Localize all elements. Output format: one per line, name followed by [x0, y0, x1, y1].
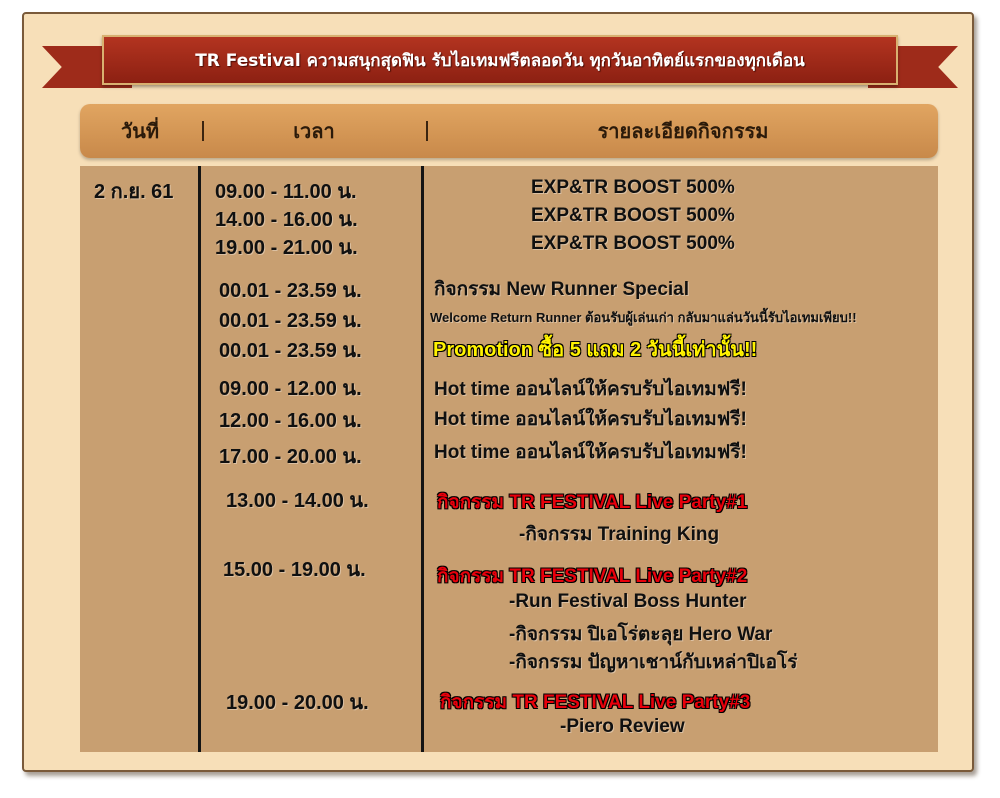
activity-detail: Welcome Return Runner ต้อนรับผู้เล่นเก่า กลับมาแล่นวันนี้รับไอเทมเพียบ!!	[430, 310, 857, 325]
header-time: เวลา	[293, 119, 335, 143]
activity-detail: -กิจกรรม ปัญหาเชาน์กับเหล่าปิเอโร่	[509, 652, 798, 673]
header-date: วันที่	[120, 119, 160, 143]
activity-detail: กิจกรรม New Runner Special	[434, 279, 690, 300]
activity-detail: Hot time ออนไลน์ให้ครบรับไอเทมฟรี!	[434, 442, 747, 463]
banner-title: TR Festival ความสนุกสุดฟิน รับไอเทมฟรีตลอดวัน ทุกวันอาทิตย์แรกของทุกเดือน	[195, 50, 805, 71]
activity-detail: -กิจกรรม Training King	[519, 524, 720, 545]
table-header	[80, 104, 938, 158]
live-party-title: กิจกรรม TR FESTIVAL Live Party#2	[437, 566, 748, 587]
header-details: รายละเอียดกิจกรรม	[597, 119, 769, 143]
time-slot: 00.01 - 23.59 น.	[219, 280, 362, 302]
activity-detail: EXP&TR BOOST 500%	[531, 205, 735, 226]
activity-detail: -Piero Review	[560, 716, 685, 737]
activity-detail: Hot time ออนไลน์ให้ครบรับไอเทมฟรี!	[434, 379, 747, 400]
column-divider	[421, 166, 424, 752]
time-slot: 00.01 - 23.59 น.	[219, 340, 362, 362]
time-slot: 09.00 - 12.00 น.	[219, 378, 362, 400]
time-slot: 14.00 - 16.00 น.	[215, 209, 358, 231]
event-date: 2 ก.ย. 61	[94, 181, 174, 203]
time-slot: 19.00 - 20.00 น.	[226, 692, 369, 714]
time-slot: 00.01 - 23.59 น.	[219, 310, 362, 332]
time-slot: 12.00 - 16.00 น.	[219, 410, 362, 432]
time-slot: 09.00 - 11.00 น.	[215, 181, 357, 203]
activity-detail: EXP&TR BOOST 500%	[531, 233, 735, 254]
time-slot: 13.00 - 14.00 น.	[226, 490, 369, 512]
activity-detail: -กิจกรรม ปิเอโร่ตะลุย Hero War	[509, 624, 773, 645]
live-party-title: กิจกรรม TR FESTIVAL Live Party#1	[437, 492, 748, 513]
activity-detail: EXP&TR BOOST 500%	[531, 177, 735, 198]
time-slot: 19.00 - 21.00 น.	[215, 237, 358, 259]
ribbon-center	[102, 35, 898, 85]
time-slot: 17.00 - 20.00 น.	[219, 446, 362, 468]
activity-detail: -Run Festival Boss Hunter	[509, 591, 747, 612]
time-slot: 15.00 - 19.00 น.	[223, 559, 366, 581]
activity-detail: Hot time ออนไลน์ให้ครบรับไอเทมฟรี!	[434, 409, 747, 430]
title-banner	[42, 32, 958, 102]
promotion-text: Promotion ซื้อ 5 แถม 2 วันนี้เท่านั้น!!	[433, 339, 758, 361]
live-party-title: กิจกรรม TR FESTIVAL Live Party#3	[440, 692, 751, 713]
column-divider	[198, 166, 201, 752]
